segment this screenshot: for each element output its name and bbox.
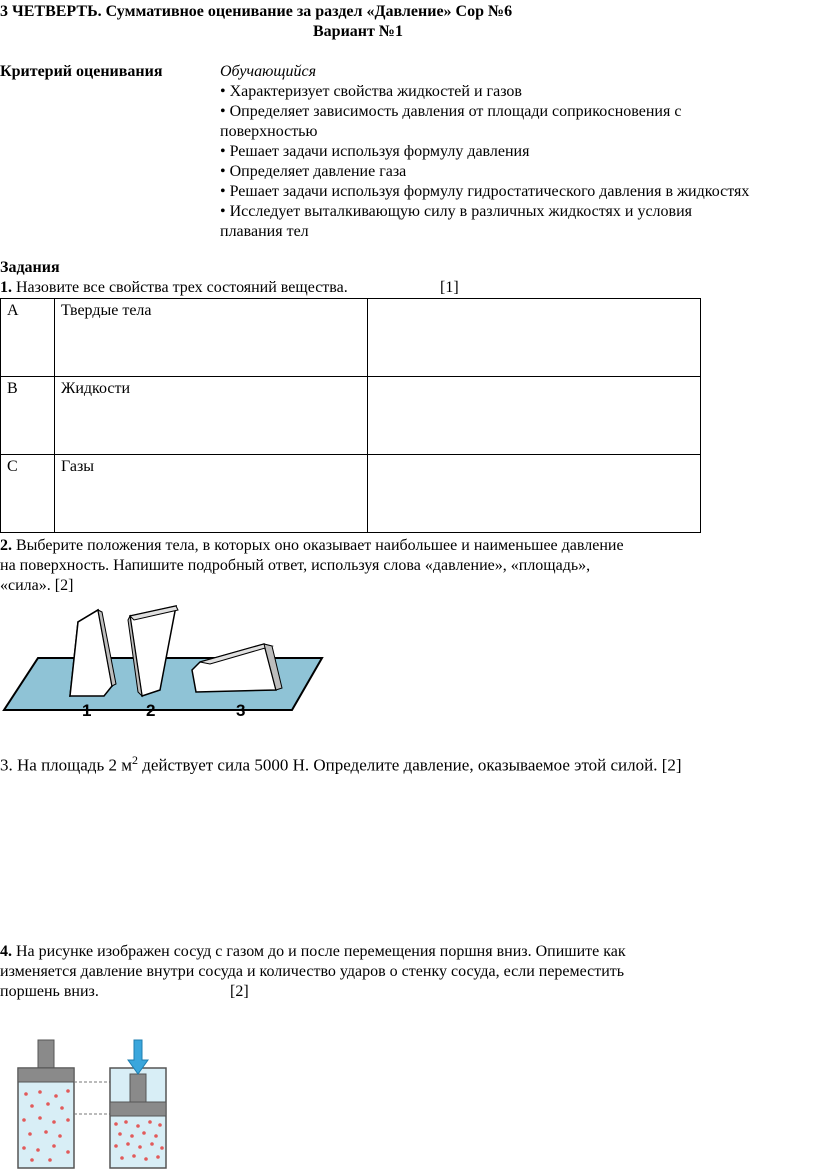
question-score: [1] <box>440 279 459 296</box>
criteria-item: • Исследует выталкивающую силу в различных жидкостях и условия <box>220 203 692 220</box>
answer-cell[interactable] <box>368 455 701 533</box>
figure-label-2: 2 <box>146 701 156 720</box>
block-1 <box>70 610 116 696</box>
question-2 <box>0 536 624 556</box>
piston-rod <box>130 1074 146 1104</box>
question-4 <box>0 942 626 962</box>
states-table <box>0 298 701 533</box>
criteria-item: • Определяет зависимость давления от площади соприкосновения с <box>220 103 682 120</box>
vessels-figure <box>10 1034 200 1172</box>
figure-label-1: 1 <box>82 701 92 720</box>
question-number: 2. <box>0 537 12 554</box>
criteria-label: Критерий оценивания <box>0 63 163 80</box>
row-letter: A <box>1 299 55 377</box>
row-state: Жидкости <box>55 377 368 455</box>
question-text: на поверхность. Напишите подробный ответ, используя слова «давление», «площадь», <box>0 557 591 574</box>
piston-rod <box>38 1040 54 1070</box>
blocks-figure <box>0 600 330 720</box>
block-3 <box>192 644 282 692</box>
piston <box>110 1102 166 1116</box>
table-row <box>1 455 701 533</box>
question-text: изменяется давление внутри сосуда и количество ударов о стенку сосуда, если переместить <box>0 963 625 980</box>
table-row <box>1 299 701 377</box>
question-number: 1. <box>0 279 12 296</box>
question-text: Назовите все свойства трех состояний вещества. <box>12 279 348 296</box>
question-text: поршень вниз. <box>0 983 99 1000</box>
answer-cell[interactable] <box>368 377 701 455</box>
figure-label-3: 3 <box>236 701 246 720</box>
row-state: Твердые тела <box>55 299 368 377</box>
criteria-item: • Решает задачи используя формулу гидростатического давления в жидкостях <box>220 183 750 200</box>
criteria-item: • Определяет давление газа <box>220 163 407 180</box>
vessel-after <box>110 1040 166 1168</box>
question-text: Выберите положения тела, в которых оно оказывает наибольшее и наименьшее давление <box>12 537 624 554</box>
question-number: 4. <box>0 943 12 960</box>
question-score: [2] <box>230 983 249 1000</box>
row-state: Газы <box>55 455 368 533</box>
criteria-item: • Решает задачи используя формулу давления <box>220 143 530 160</box>
question-text: действует сила 5000 Н. Определите давление, оказываемое этой силой. [2] <box>137 755 682 775</box>
superscript: 2 <box>131 753 138 767</box>
criteria-item: плавания тел <box>220 223 309 240</box>
question-1 <box>0 278 348 298</box>
question-3 <box>0 750 682 776</box>
learner-label: Обучающийся <box>220 63 317 80</box>
piston <box>18 1068 74 1082</box>
variant-title: Вариант №1 <box>313 23 403 40</box>
question-text: На рисунке изображен сосуд с газом до и после перемещения поршня вниз. Опишите как <box>12 943 626 960</box>
answer-cell[interactable] <box>368 299 701 377</box>
question-text: «сила». [2] <box>0 577 74 594</box>
question-text: 3. На площадь 2 м <box>0 755 132 775</box>
page-title: 3 ЧЕТВЕРТЬ. Суммативное оценивание за раздел «Давление» Сор №6 <box>0 3 513 20</box>
table-row <box>1 377 701 455</box>
criteria-item: поверхностью <box>220 123 318 140</box>
vessel-before <box>18 1040 74 1168</box>
row-letter: B <box>1 377 55 455</box>
row-letter: C <box>1 455 55 533</box>
tasks-heading: Задания <box>0 259 60 276</box>
criteria-item: • Характеризует свойства жидкостей и газов <box>220 83 522 100</box>
